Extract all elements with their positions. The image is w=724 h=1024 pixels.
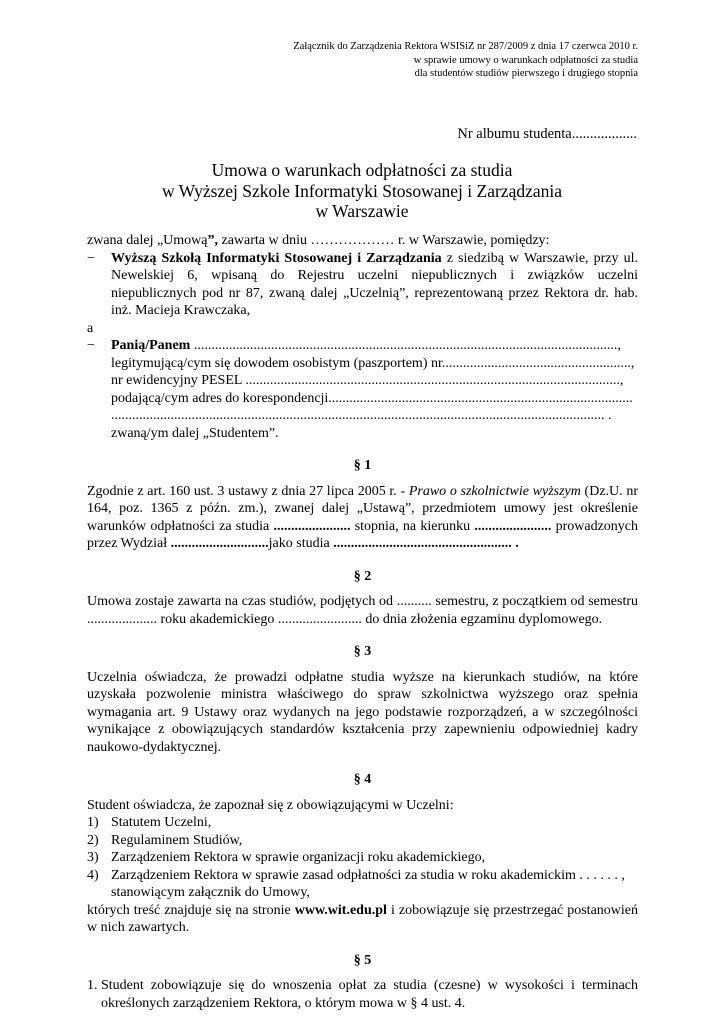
list-text: Zarządzeniem Rektora w sprawie zasad odpłatności za studia w roku akademickim . . . . . . , bbox=[111, 867, 625, 883]
student-name-line bbox=[111, 337, 638, 355]
s1-end: . bbox=[511, 536, 519, 551]
s1-text: prowadzonych przez Wydział bbox=[87, 518, 638, 551]
point-number: 1. bbox=[87, 978, 98, 993]
dash-bullet: − bbox=[87, 338, 95, 353]
header-line: dla studentów studiów pierwszego i drugiego stopnia bbox=[414, 68, 638, 79]
s1-text: jako studia bbox=[268, 536, 334, 551]
album-number: Nr albumu studenta.................. bbox=[457, 126, 637, 142]
list-item-continuation: stanowiącym załącznik do Umowy, bbox=[111, 885, 310, 900]
list-text: Zarządzeniem Rektora w sprawie organizacji roku akademickiego, bbox=[111, 850, 486, 865]
student-alias-line: zwaną/ym dalej „Studentem”. bbox=[111, 425, 279, 441]
list-text: Statutem Uczelni, bbox=[111, 815, 212, 830]
student-address-line: podającą/cym adres do korespondencji....................................................................................... bbox=[111, 390, 633, 406]
s1-text: Zgodnie z art. 160 ust. 3 ustawy z dnia 27 lipca 2005 r. - bbox=[87, 483, 409, 499]
title-line: w Warszawie bbox=[315, 201, 409, 221]
s1-law-name: Prawo o szkolnictwie wyższym bbox=[408, 483, 581, 499]
s4-text: których treść znajduje się na stronie bbox=[87, 902, 295, 918]
list-item bbox=[87, 867, 638, 885]
party-student bbox=[87, 337, 638, 442]
student-label: Panią/Panem bbox=[111, 338, 191, 353]
title-line: Umowa o warunkach odpłatności za studia bbox=[211, 160, 513, 180]
point-text-continuation: określonych zarządzeniem Rektora, o którym mowa w § 4 ust. 4. bbox=[101, 995, 466, 1011]
section-heading: § 1 bbox=[353, 458, 372, 473]
website-url: www.wit.edu.pl bbox=[294, 902, 387, 918]
s1-blank: ...................... bbox=[474, 518, 552, 534]
section-heading: § 3 bbox=[353, 644, 372, 659]
section-heading: § 4 bbox=[353, 772, 372, 787]
document-title bbox=[0, 160, 724, 222]
list-number: 2) bbox=[87, 832, 99, 848]
intro-post: zawarta w dniu ……………… r. w Warszawie, pomiędzy: bbox=[218, 233, 550, 248]
list-number: 1) bbox=[87, 815, 99, 830]
section-4-intro: Student oświadcza, że zapoznał się z obowiązującymi w Uczelni: bbox=[87, 797, 454, 813]
conjunction: a bbox=[87, 320, 94, 336]
section-4-outro bbox=[87, 902, 638, 937]
s1-blank: ............................ bbox=[170, 536, 269, 551]
list-item bbox=[87, 849, 638, 867]
s1-text: stopnia, na kierunku bbox=[350, 518, 475, 534]
document-body bbox=[87, 232, 638, 1012]
s4-text: i zobowiązuje się przestrzegać postanowień w nich zawartych. bbox=[87, 902, 638, 935]
student-pesel-line: nr ewidencyjny PESEL ..........................................................................................................., bbox=[111, 373, 624, 388]
s1-text: (Dz.U. nr 164, poz. 1365 z późn. zm.), zwanej dalej „Ustawą”, przedmiotem umowy jest określenie warunków odpłatności za studia bbox=[87, 483, 639, 534]
point-text: Student zobowiązuje się do wnoszenia opłat za studia (czesne) w wysokości i terminach bbox=[101, 978, 638, 993]
list-number: 4) bbox=[87, 867, 99, 883]
intro-pre: zwana dalej „Umową bbox=[87, 233, 208, 248]
header-line: w sprawie umowy o warunkach odpłatności za studia bbox=[413, 54, 638, 66]
intro-sep: ”, bbox=[207, 233, 218, 248]
section-heading: § 5 bbox=[353, 952, 372, 968]
list-item bbox=[87, 814, 638, 832]
s1-blank: ................................................... bbox=[333, 536, 512, 551]
university-name: Wyższą Szkołą Informatyki Stosowanej i Zarządzania bbox=[111, 250, 442, 266]
section-2-text: Umowa zostaje zawarta na czas studiów, podjętych od .......... semestru, z początkiem od semestru .................... roku akademickiego ........................ do dnia złożenia egzaminu dyplomowego. bbox=[87, 594, 638, 627]
list-item bbox=[87, 832, 638, 850]
university-details: z siedzibą w Warszawie, przy ul. Newelskiej 6, wpisaną do Rejestru uczelni niepublicznych i związków uczelni niepublicznych pod nr 87, zwaną dalej „Uczelnią”, reprezentowaną przez Rektora dr. hab. inż. Macieja Krawczaka, bbox=[111, 250, 638, 318]
student-address-cont: ............................................................................................................................................. . bbox=[111, 408, 612, 423]
section-5-point bbox=[87, 977, 638, 995]
list-text: Regulaminem Studiów, bbox=[111, 832, 243, 848]
list-number: 3) bbox=[87, 850, 99, 865]
attachment-header bbox=[293, 40, 638, 81]
intro-line bbox=[87, 232, 638, 250]
header-line: Załącznik do Zarządzenia Rektora WSISiZ nr 287/2009 z dnia 17 czerwca 2010 r. bbox=[293, 41, 638, 52]
student-name-dots: ........................................................................................................................., bbox=[190, 338, 621, 353]
party-university bbox=[87, 250, 638, 320]
student-id-line: legitymującą/cym się dowodem osobistym (paszportem) nr......................................................, bbox=[111, 355, 635, 371]
section-3-text: Uczelnia oświadcza, że prowadzi odpłatne studia wyższe na kierunkach studiów, na które uzyskała pozwolenie ministra właściwego do spraw szkolnictwa wyższego oraz spełnia wymagania art. 9 Ustawy oraz wydanych na jego podstawie rozporządzeń, a w szczególności wynikające z obowiązujących standardów kształcenia przy zapewnieniu odpowiedniej kadry naukowo-dydaktycznej. bbox=[87, 669, 638, 755]
title-line: w Wyższej Szkole Informatyki Stosowanej i Zarządzania bbox=[161, 180, 562, 201]
section-1-text bbox=[87, 483, 638, 553]
dash-bullet: − bbox=[87, 250, 95, 266]
section-heading: § 2 bbox=[353, 568, 372, 584]
s1-blank: ...................... bbox=[273, 518, 351, 534]
